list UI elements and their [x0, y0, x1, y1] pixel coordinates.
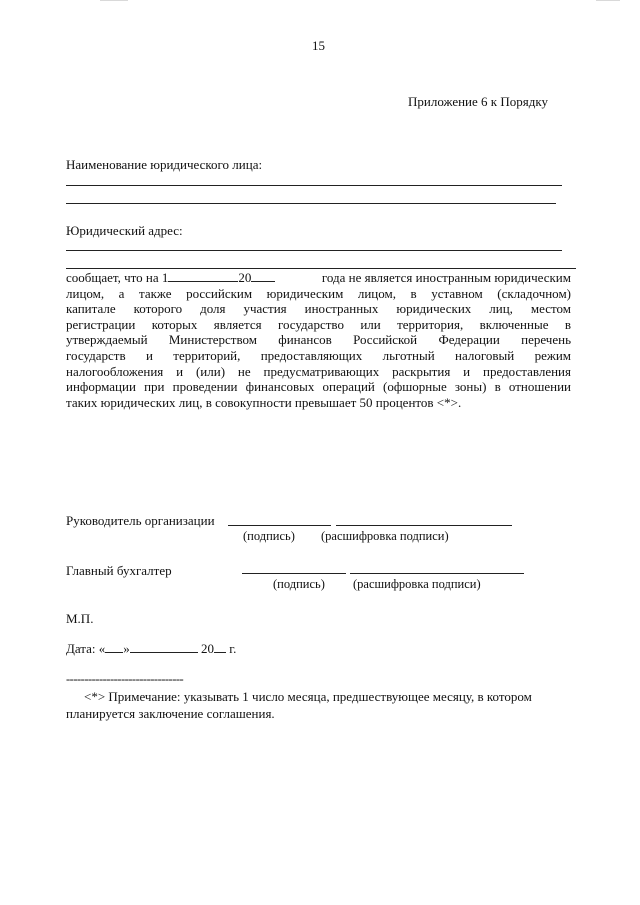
statement-prefix: сообщает, что на 1 [66, 270, 169, 285]
date-day-blank[interactable] [168, 270, 238, 282]
accountant-signature-caption: (подпись) [273, 577, 325, 591]
statement-paragraph [66, 270, 571, 410]
footnote-text-line-2: планируется заключение соглашения. [66, 706, 275, 721]
year-blank[interactable] [251, 270, 275, 282]
entity-name-line-1[interactable] [66, 185, 562, 186]
footnote-text-line-1: <*> Примечание: указывать 1 число месяца, предшествующее месяцу, в котором [84, 689, 532, 704]
statement-line: лицом, а также российским юридическим лицом, в уставном (складочном) [66, 285, 571, 301]
head-signature-line[interactable] [228, 525, 331, 526]
statement-line-first [66, 270, 571, 286]
accountant-signature-line[interactable] [242, 573, 346, 574]
statement-year-prefix: 20 [238, 270, 252, 285]
head-decoding-caption: (расшифровка подписи) [321, 529, 449, 543]
appendix-reference: Приложение 6 к Порядку [408, 94, 548, 109]
legal-address-label: Юридический адрес: [66, 223, 183, 238]
head-signature-caption: (подпись) [243, 529, 295, 543]
statement-line: государств и территорий, предоставляющих льготный налоговый режим [66, 347, 571, 363]
statement-line: налогообложения и (или) не предусматривающих раскрытия и предоставления [66, 363, 571, 379]
accountant-decoding-line[interactable] [350, 573, 524, 574]
scan-mark [100, 0, 128, 1]
date-line [66, 641, 236, 657]
date-day-input[interactable] [105, 641, 123, 653]
date-month-input[interactable] [130, 641, 198, 653]
scan-mark [596, 0, 620, 1]
statement-line: капитале которого доля участия иностранных юридических лиц, местом [66, 301, 571, 317]
legal-address-line-1[interactable] [66, 250, 562, 251]
stamp-label: М.П. [66, 611, 94, 626]
head-decoding-line[interactable] [336, 525, 512, 526]
date-year-input[interactable] [214, 641, 226, 653]
page-number: 15 [312, 38, 325, 53]
statement-line1-rest: года не является иностранным юридическим [321, 270, 571, 285]
legal-address-line-2[interactable] [66, 268, 576, 269]
date-suffix: г. [229, 641, 237, 656]
statement-line: регистрации которых является государство или территория, включенные в [66, 316, 571, 332]
footnote-separator: -------------------------------- [66, 672, 184, 686]
statement-line: таких юридических лиц, в совокупности превышает 50 процентов <*>. [66, 394, 462, 410]
statement-line: утверждаемый Министерством финансов Российской Федерации перечень [66, 332, 571, 348]
date-quote-close: » [123, 641, 130, 656]
entity-name-line-2[interactable] [66, 203, 556, 204]
accountant-decoding-caption: (расшифровка подписи) [353, 577, 481, 591]
entity-name-label: Наименование юридического лица: [66, 157, 263, 172]
date-year-prefix: 20 [201, 641, 215, 656]
date-prefix: Дата: « [66, 641, 106, 656]
head-label: Руководитель организации [66, 513, 215, 528]
statement-line: информации при проведении финансовых операций (офшорные зоны) в отношении [66, 379, 571, 395]
accountant-label: Главный бухгалтер [66, 563, 172, 578]
